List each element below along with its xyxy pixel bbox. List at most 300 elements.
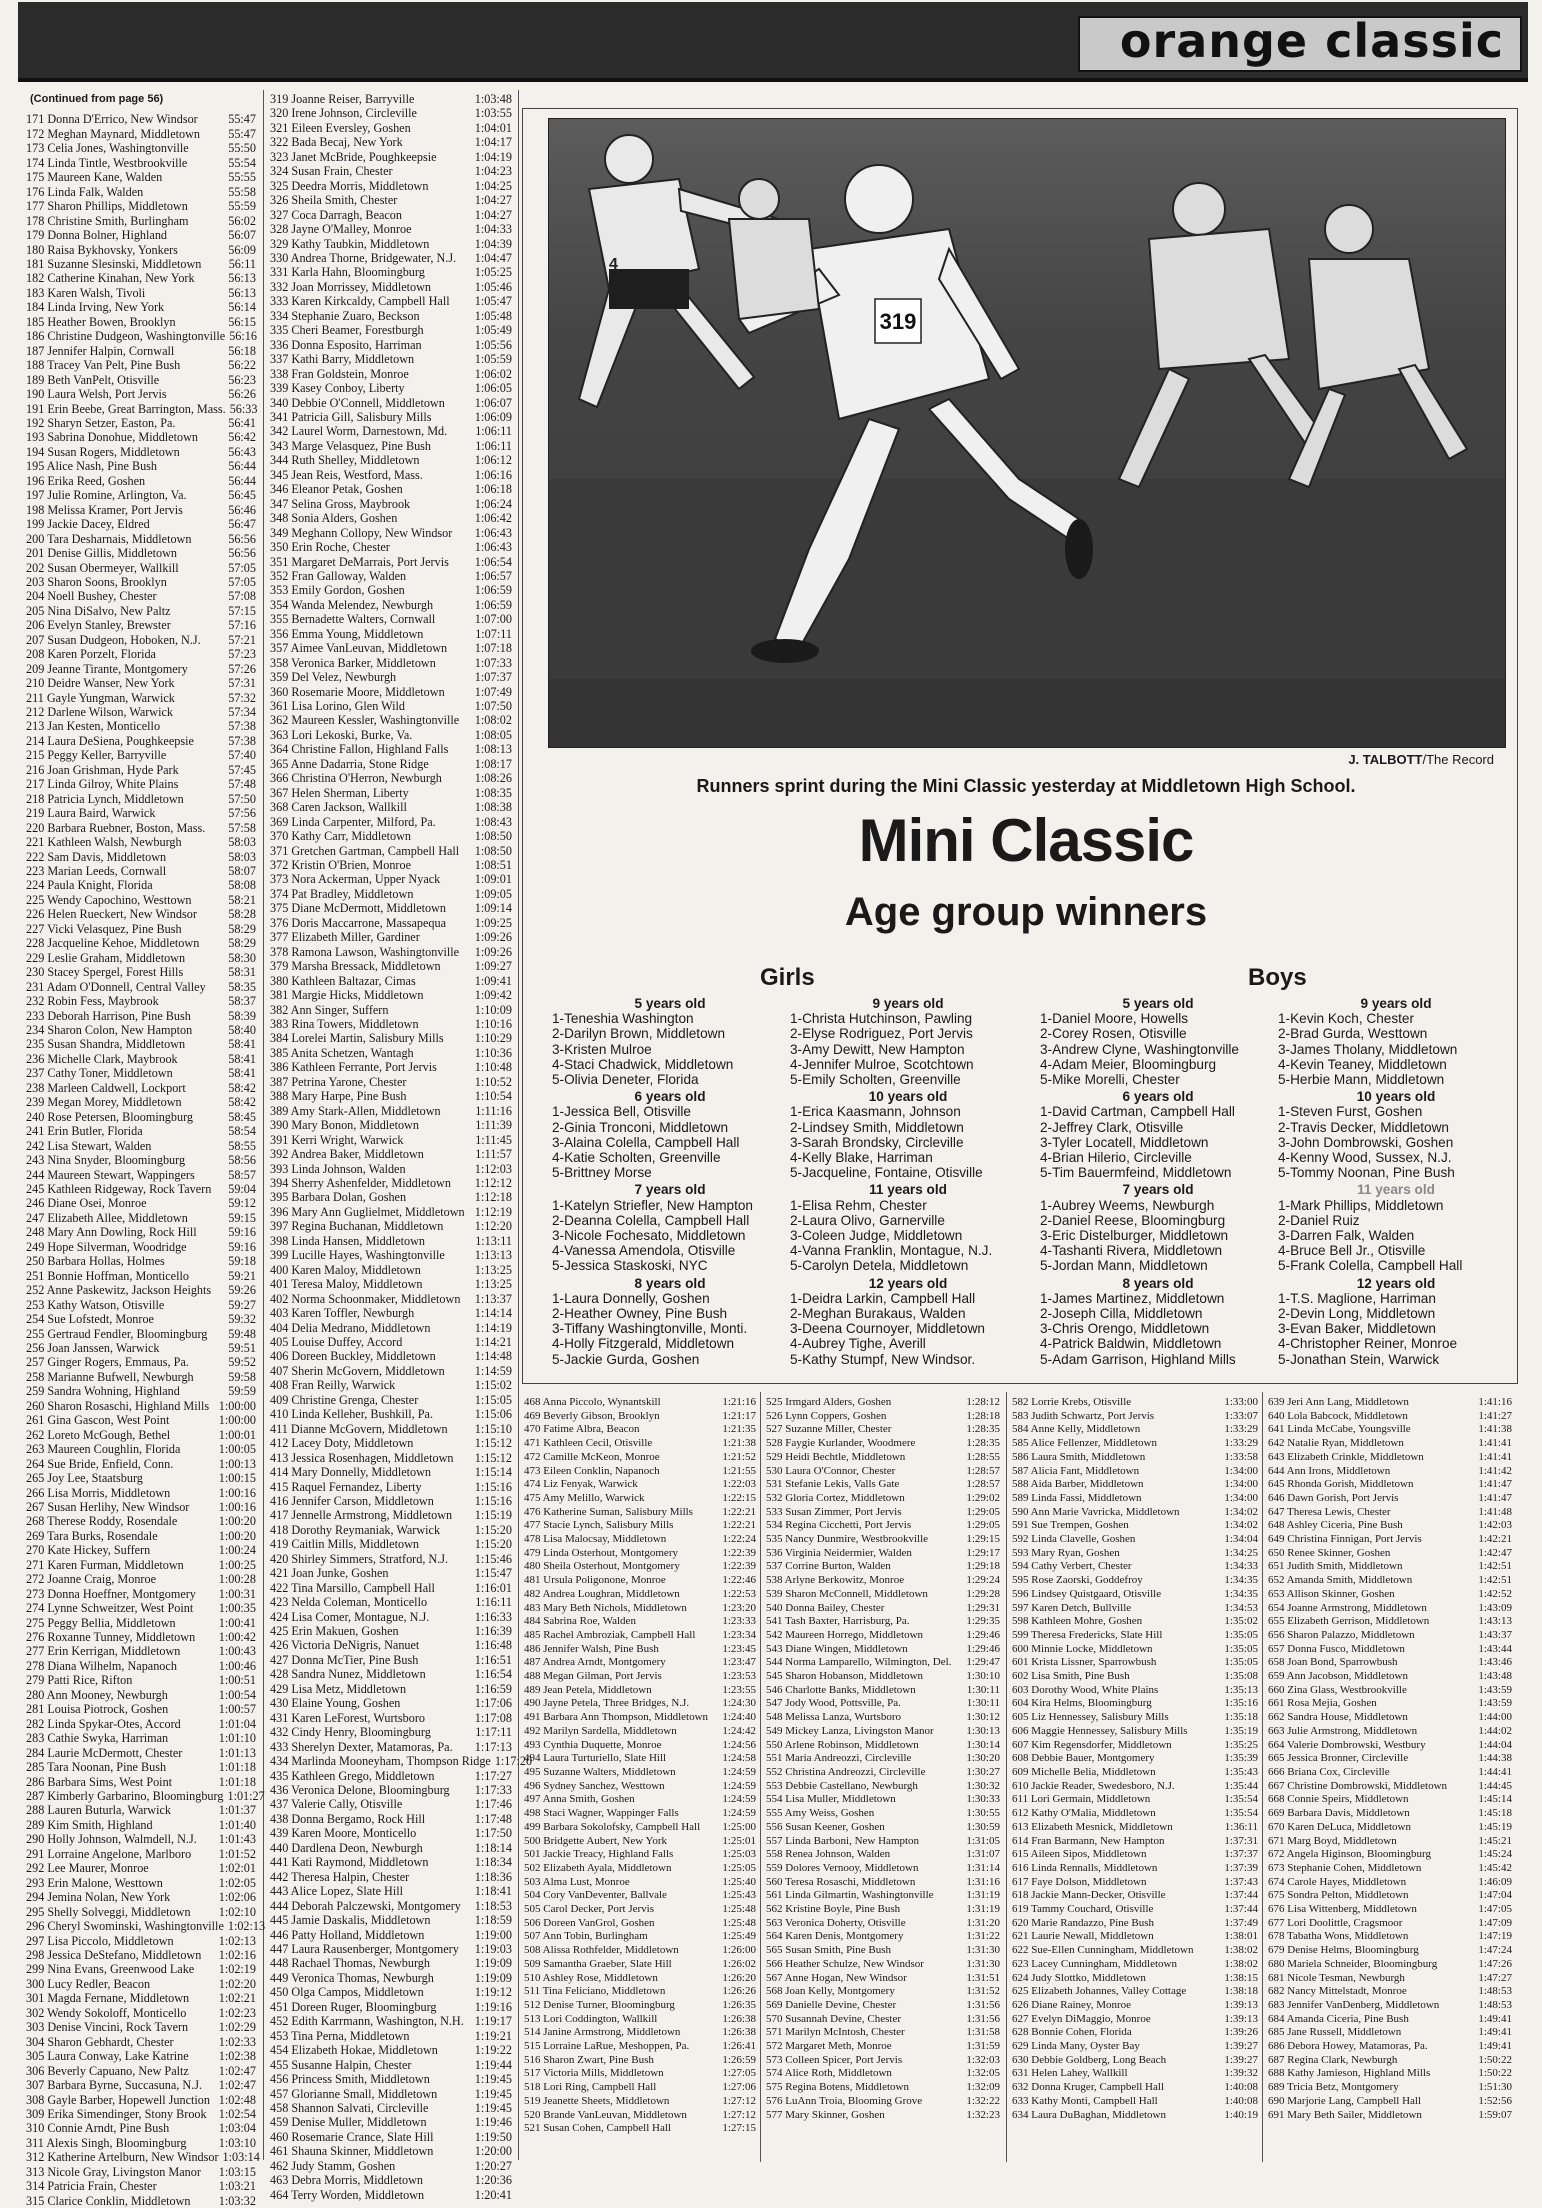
runner-entry: 587 Alicia Fant, Middletown: [1012, 1464, 1140, 1477]
finish-time: 59:51: [228, 1340, 256, 1355]
finish-time: 56:43: [228, 444, 256, 459]
result-row: [26, 488, 256, 502]
winner-entry: 3-Alaina Colella, Campbell Hall: [552, 1134, 740, 1150]
result-row: [270, 959, 512, 973]
result-row: [270, 1667, 512, 1681]
runner-entry: 237 Cathy Toner, Middletown: [26, 1066, 173, 1081]
result-row: [26, 1052, 256, 1066]
runner-entry: 352 Fran Galloway, Walden: [270, 568, 407, 583]
result-row: [270, 713, 512, 727]
result-row: [1012, 1451, 1258, 1465]
result-row: [26, 532, 256, 546]
runner-entry: 379 Marsha Bressack, Middletown: [270, 959, 441, 974]
runner-entry: 258 Marianne Bufwell, Newburgh: [26, 1369, 194, 1384]
finish-time: 1:02:29: [218, 2020, 256, 2035]
finish-time: 1:34:53: [1224, 1601, 1258, 1614]
finish-time: 1:32:03: [966, 2053, 1000, 2066]
result-row: [270, 1812, 512, 1826]
result-row: [26, 777, 256, 791]
result-row: [1012, 1560, 1258, 1574]
runner-entry: 270 Kate Hickey, Suffern: [26, 1543, 151, 1558]
result-row: [270, 1436, 512, 1450]
runner-entry: 360 Rosemarie Moore, Middletown: [270, 684, 445, 699]
finish-time: 1:00:16: [218, 1499, 256, 1514]
result-row: [766, 1999, 1000, 2013]
finish-time: 1:12:18: [474, 1190, 512, 1205]
runner-entry: 368 Caren Jackson, Wallkill: [270, 800, 407, 815]
result-row: [1012, 1519, 1258, 1533]
runner-entry: 224 Paula Knight, Florida: [26, 878, 153, 893]
photo-credit-org: /The Record: [1422, 752, 1494, 767]
result-row: [26, 1731, 256, 1745]
result-row: [26, 1890, 256, 1904]
result-row: [766, 1684, 1000, 1698]
winner-entry: 5-Kathy Stumpf, New Windsor.: [790, 1351, 976, 1367]
result-row: [766, 2054, 1000, 2068]
runner-entry: 434 Marlinda Mooneyham, Thompson Ridge: [270, 1754, 491, 1769]
finish-time: 55:55: [228, 170, 256, 185]
finish-time: 1:44:00: [1478, 1711, 1512, 1724]
runner-entry: 566 Heather Schulze, New Windsor: [766, 1957, 924, 1970]
runner-entry: 363 Lori Lekoski, Burke, Va.: [270, 727, 413, 742]
finish-time: 1:00:20: [218, 1514, 256, 1529]
finish-time: 1:01:13: [218, 1745, 256, 1760]
finish-time: 58:56: [228, 1153, 256, 1168]
result-row: [766, 2109, 1000, 2123]
runner-entry: 461 Shauna Skinner, Middletown: [270, 2144, 434, 2159]
runner-entry: 274 Lynne Schweitzer, West Point: [26, 1601, 194, 1616]
runner-entry: 234 Sharon Colon, New Hampton: [26, 1023, 193, 1037]
finish-time: 1:29:46: [966, 1642, 1000, 1655]
runner-entry: 180 Raisa Bykhovsky, Yonkers: [26, 242, 178, 257]
finish-time: 1:00:15: [218, 1471, 256, 1486]
finish-time: 1:13:25: [474, 1262, 512, 1277]
runner-entry: 323 Janet McBride, Poughkeepsie: [270, 149, 437, 164]
result-row: [270, 526, 512, 540]
finish-time: 1:03:55: [474, 106, 512, 121]
finish-time: 1:23:55: [722, 1683, 756, 1696]
finish-time: 1:17:27: [474, 1768, 512, 1783]
finish-time: 1:02:19: [218, 1962, 256, 1977]
result-row: [1012, 1835, 1258, 1849]
runner-entry: 535 Nancy Dunmire, Westbrookville: [766, 1533, 929, 1546]
result-row: [270, 453, 512, 467]
runner-entry: 529 Heidi Bechtle, Middletown: [766, 1450, 906, 1463]
runner-entry: 603 Dorothy Wood, White Plains: [1012, 1683, 1159, 1696]
result-row: [766, 1506, 1000, 1520]
result-row: [26, 705, 256, 719]
result-row: [26, 618, 256, 632]
runner-entry: 262 Loreto McGough, Bethel: [26, 1427, 171, 1442]
runner-entry: 280 Ann Mooney, Newburgh: [26, 1687, 168, 1702]
result-row: [26, 1832, 256, 1846]
result-row: [270, 352, 512, 366]
finish-time: 1:38:15: [1224, 1971, 1258, 1984]
finish-time: 1:23:33: [722, 1615, 756, 1628]
finish-time: 58:55: [228, 1138, 256, 1153]
finish-time: 1:03:48: [474, 92, 512, 106]
winner-entry: 2-Corey Rosen, Otisville: [1040, 1026, 1187, 1042]
finish-time: 57:08: [228, 589, 256, 604]
finish-time: 1:00:25: [218, 1557, 256, 1572]
runner-entry: 462 Judy Stamm, Goshen: [270, 2158, 396, 2173]
finish-time: 1:06:16: [474, 467, 512, 482]
photo-credit-name: J. TALBOTT: [1348, 752, 1423, 767]
runner-entry: 526 Lynn Coppers, Goshen: [766, 1409, 887, 1422]
winner-entry: 1-Daniel Moore, Howells: [1040, 1011, 1189, 1027]
finish-time: 1:32:09: [966, 2081, 1000, 2094]
runner-entry: 295 Shelly Solveggi, Middletown: [26, 1904, 191, 1919]
finish-time: 1:02:38: [218, 2049, 256, 2064]
winner-entry: 1-Teneshia Washington: [552, 1011, 694, 1027]
runner-entry: 380 Kathleen Baltazar, Cimas: [270, 973, 416, 988]
finish-time: 1:31:07: [966, 1848, 1000, 1861]
runner-entry: 294 Jemina Nolan, New York: [26, 1890, 171, 1905]
results-column-3: [524, 1396, 756, 2161]
finish-time: 1:44:02: [1478, 1724, 1512, 1737]
finish-time: 1:22:46: [722, 1574, 756, 1587]
result-row: [524, 1423, 756, 1437]
finish-time: 1:44:45: [1478, 1779, 1512, 1792]
runner-entry: 282 Linda Spykar-Otes, Accord: [26, 1716, 181, 1731]
finish-time: 58:39: [228, 1008, 256, 1023]
finish-time: 1:42:51: [1478, 1560, 1512, 1573]
age-group-heading: 5 years old: [1122, 996, 1194, 1011]
finish-time: 1:27:15: [722, 2122, 756, 2135]
winner-entry: 4-Bruce Bell Jr., Otisville: [1278, 1243, 1426, 1259]
result-row: [524, 1835, 756, 1849]
result-row: [1012, 1437, 1258, 1451]
runner-entry: 342 Laurel Worm, Darnestown, Md.: [270, 424, 448, 439]
result-row: [1268, 1423, 1512, 1437]
finish-time: 1:37:49: [1224, 1916, 1258, 1929]
finish-time: 1:45:42: [1478, 1861, 1512, 1874]
runner-entry: 298 Jessica DeStefano, Middletown: [26, 1948, 202, 1962]
runner-entry: 216 Joan Grishman, Hyde Park: [26, 762, 179, 777]
winner-entry: 5-Jonathan Stein, Warwick: [1278, 1351, 1440, 1367]
runner-entry: 577 Mary Skinner, Goshen: [766, 2108, 885, 2121]
finish-time: 1:21:38: [722, 1437, 756, 1450]
runner-entry: 562 Kristine Boyle, Pine Bush: [766, 1903, 901, 1916]
runner-entry: 397 Regina Buchanan, Middletown: [270, 1219, 444, 1234]
result-row: [270, 92, 512, 106]
result-row: [270, 150, 512, 164]
finish-time: 1:30:10: [966, 1670, 1000, 1683]
result-row: [766, 1656, 1000, 1670]
result-row: [270, 1393, 512, 1407]
runner-entry: 547 Jody Wood, Pottsville, Pa.: [766, 1697, 901, 1710]
finish-time: 1:30:59: [966, 1820, 1000, 1833]
result-row: [766, 1780, 1000, 1794]
finish-time: 56:41: [228, 415, 256, 430]
finish-time: 1:15:06: [474, 1407, 512, 1422]
result-row: [524, 1999, 756, 2013]
finish-time: 1:09:27: [474, 959, 512, 974]
finish-time: 1:40:08: [1224, 2081, 1258, 2094]
runner-entry: 484 Sabrina Roe, Walden: [524, 1615, 636, 1628]
runner-entry: 679 Denise Helms, Bloomingburg: [1268, 1944, 1419, 1957]
result-row: [26, 1919, 266, 1934]
photo-credit: [1348, 752, 1494, 767]
finish-time: 1:40:19: [1224, 2108, 1258, 2121]
runner-entry: 596 Lindsey Quistgaard, Otisville: [1012, 1587, 1162, 1600]
runner-entry: 633 Kathy Monti, Campbell Hall: [1012, 2094, 1158, 2107]
finish-time: 1:45:24: [1478, 1848, 1512, 1861]
result-row: [1268, 1492, 1512, 1506]
finish-time: 56:47: [228, 517, 256, 532]
finish-time: 1:21:16: [722, 1396, 756, 1408]
finish-time: 1:05:46: [474, 279, 512, 294]
finish-time: 1:08:38: [474, 800, 512, 815]
winner-entry: 2-Ginia Tronconi, Middletown: [552, 1119, 729, 1135]
finish-time: 1:09:14: [474, 901, 512, 916]
result-row: [270, 439, 512, 453]
winner-entry: 4-Aubrey Tighe, Averill: [790, 1336, 926, 1352]
runner-entry: 532 Gloria Cortez, Middletown: [766, 1491, 905, 1504]
results-column-2: [270, 92, 533, 2202]
age-group-heading: 6 years old: [1122, 1089, 1194, 1105]
result-row: [1012, 2081, 1258, 2095]
result-row: [270, 482, 512, 496]
finish-time: 1:34:33: [1224, 1560, 1258, 1573]
runner-entry: 413 Jessica Rosenhagen, Middletown: [270, 1450, 454, 1465]
finish-time: 1:00:51: [218, 1673, 256, 1688]
finish-time: 1:30:13: [966, 1724, 1000, 1737]
result-row: [766, 1793, 1000, 1807]
finish-time: 57:32: [228, 690, 256, 705]
result-row: [26, 1023, 256, 1037]
result-row: [26, 980, 256, 994]
runner-entry: 487 Andrea Arndt, Montgomery: [524, 1656, 666, 1669]
runner-entry: 308 Gayle Barber, Hopewell Junction: [26, 2092, 210, 2107]
finish-time: 1:05:59: [474, 352, 512, 367]
result-row: [270, 786, 512, 800]
result-row: [270, 1884, 512, 1898]
finish-time: 1:49:41: [1478, 2040, 1512, 2053]
runner-entry: 228 Jacqueline Kehoe, Middletown: [26, 936, 200, 951]
finish-time: 1:16:39: [474, 1624, 512, 1639]
age-group-heading: 7 years old: [1122, 1182, 1194, 1198]
winner-entry: 5-Mike Morelli, Chester: [1040, 1072, 1180, 1088]
finish-time: 1:28:57: [966, 1464, 1000, 1477]
runner-entry: 525 Irmgard Alders, Goshen: [766, 1396, 892, 1408]
runner-entry: 309 Erika Simendinger, Stony Brook: [26, 2106, 207, 2121]
result-row: [26, 676, 256, 690]
result-row: [26, 127, 256, 141]
runner-entry: 686 Debora Howey, Matamoras, Pa.: [1268, 2040, 1428, 2053]
runner-entry: 179 Donna Bolner, Highland: [26, 228, 168, 243]
finish-time: 55:54: [228, 155, 256, 170]
runner-entry: 409 Christine Grenga, Chester: [270, 1392, 419, 1407]
runner-entry: 667 Christine Dombrowski, Middletown: [1268, 1779, 1448, 1792]
runner-entry: 423 Nelda Coleman, Monticello: [270, 1595, 428, 1610]
finish-time: 1:42:03: [1478, 1519, 1512, 1532]
runner-entry: 195 Alice Nash, Pine Bush: [26, 459, 158, 474]
winner-entry: 1-T.S. Maglione, Harriman: [1278, 1290, 1436, 1306]
result-row: [270, 381, 512, 395]
result-row: [26, 561, 256, 575]
finish-time: 59:18: [228, 1254, 256, 1269]
finish-time: 1:08:13: [474, 742, 512, 757]
finish-time: 57:48: [228, 777, 256, 792]
finish-time: 59:21: [228, 1268, 256, 1283]
finish-time: 1:01:52: [218, 1846, 256, 1861]
result-row: [270, 1147, 512, 1161]
result-row: [26, 141, 256, 155]
finish-time: 59:32: [228, 1312, 256, 1327]
finish-time: 1:28:57: [966, 1478, 1000, 1491]
runner-entry: 545 Sharon Hobanson, Middletown: [766, 1670, 924, 1683]
result-row: [270, 106, 512, 120]
result-row: [524, 1766, 756, 1780]
runner-entry: 672 Angela Higinson, Bloomingburg: [1268, 1848, 1431, 1861]
result-row: [26, 402, 256, 416]
runner-entry: 261 Gina Gascon, West Point: [26, 1413, 170, 1428]
finish-time: 1:59:07: [1478, 2108, 1512, 2121]
result-row: [270, 1277, 512, 1291]
runner-entry: 372 Kristin O'Brien, Monroe: [270, 858, 411, 873]
winner-entry: 2-Elyse Rodriguez, Port Jervis: [790, 1026, 973, 1042]
finish-time: 57:50: [228, 791, 256, 806]
result-row: [1268, 1656, 1512, 1670]
finish-time: 1:01:04: [218, 1716, 256, 1731]
runner-entry: 387 Petrina Yarone, Chester: [270, 1074, 407, 1089]
runner-entry: 337 Kathi Barry, Middletown: [270, 352, 415, 367]
runner-entry: 429 Lisa Metz, Middletown: [270, 1681, 407, 1696]
runner-entry: 647 Theresa Lewis, Chester: [1268, 1505, 1391, 1518]
result-row: [26, 575, 256, 589]
result-row: [26, 748, 256, 762]
result-row: [270, 1248, 512, 1262]
finish-time: 1:23:53: [722, 1670, 756, 1683]
finish-time: 1:52:56: [1478, 2094, 1512, 2107]
result-row: [1012, 1766, 1258, 1780]
runner-entry: 319 Joanne Reiser, Barryville: [270, 92, 415, 106]
runner-entry: 322 Bada Becaj, New York: [270, 135, 403, 150]
runner-entry: 193 Sabrina Donohue, Middletown: [26, 430, 198, 445]
result-row: [270, 1581, 512, 1595]
finish-time: 1:37:44: [1224, 1903, 1258, 1916]
runner-entry: 373 Nora Ackerman, Upper Nyack: [270, 872, 441, 887]
age-group: [790, 1276, 1026, 1367]
finish-time: 1:28:18: [966, 1409, 1000, 1422]
runner-entry: 455 Susanne Halpin, Chester: [270, 2057, 412, 2072]
finish-time: 1:02:05: [218, 1875, 256, 1890]
result-row: [270, 1104, 512, 1118]
winner-entry: 5-Jordan Mann, Middletown: [1040, 1258, 1208, 1274]
runner-entry: 366 Christina O'Herron, Newburgh: [270, 771, 442, 786]
runner-entry: 590 Ann Marie Vavricka, Middletown: [1012, 1505, 1180, 1518]
finish-time: 1:27:05: [722, 2067, 756, 2080]
finish-time: 1:13:37: [474, 1291, 512, 1306]
runner-entry: 381 Margie Hicks, Middletown: [270, 988, 424, 1003]
result-row: [26, 2049, 256, 2063]
finish-time: 1:29:18: [966, 1560, 1000, 1573]
age-group: [790, 1089, 1026, 1180]
finish-time: 57:45: [228, 762, 256, 777]
finish-time: 58:29: [228, 921, 256, 936]
finish-time: 1:47:24: [1478, 1944, 1512, 1957]
finish-time: 1:41:16: [1478, 1396, 1512, 1408]
finish-time: 1:17:33: [474, 1783, 512, 1798]
runner-entry: 585 Alice Fellenzer, Middletown: [1012, 1437, 1157, 1450]
runner-entry: 269 Tara Burks, Rosendale: [26, 1528, 158, 1543]
result-row: [1012, 2067, 1258, 2081]
finish-time: 1:21:17: [722, 1409, 756, 1422]
runner-entry: 246 Diane Osei, Monroe: [26, 1196, 147, 1211]
runner-entry: 222 Sam Davis, Middletown: [26, 849, 167, 864]
finish-time: 1:35:44: [1224, 1779, 1258, 1792]
result-row: [26, 387, 256, 401]
result-row: [270, 2115, 512, 2129]
finish-time: 1:25:48: [722, 1916, 756, 1929]
runner-entry: 227 Vicki Velasquez, Pine Bush: [26, 921, 182, 936]
runner-entry: 451 Doreen Ruger, Bloomingburg: [270, 1999, 437, 2014]
finish-time: 1:00:13: [218, 1456, 256, 1471]
runner-entry: 543 Diane Wingen, Middletown: [766, 1642, 908, 1655]
runner-entry: 671 Marg Boyd, Middletown: [1268, 1834, 1397, 1847]
finish-time: 1:00:01: [218, 1427, 256, 1442]
finish-time: 1:41:47: [1478, 1491, 1512, 1504]
finish-time: 1:37:43: [1224, 1875, 1258, 1888]
result-row: [1012, 1862, 1258, 1876]
finish-time: 1:00:35: [218, 1601, 256, 1616]
runner-entry: 570 Susannah Devine, Chester: [766, 2012, 902, 2025]
result-row: [26, 2020, 256, 2034]
result-row: [270, 1769, 512, 1783]
age-group: [1278, 1276, 1514, 1367]
result-row: [524, 1396, 756, 1410]
runner-entry: 392 Andrea Baker, Middletown: [270, 1147, 424, 1162]
finish-time: 56:26: [228, 387, 256, 402]
finish-time: 1:35:18: [1224, 1711, 1258, 1724]
runner-entry: 236 Michelle Clark, Maybrook: [26, 1051, 178, 1066]
result-row: [26, 1341, 256, 1355]
result-row: [270, 2029, 512, 2043]
result-row: [270, 280, 512, 294]
column-rule: [1262, 1392, 1263, 2162]
result-row: [1268, 2109, 1512, 2123]
finish-time: 1:10:09: [474, 1002, 512, 1017]
runner-entry: 191 Erin Beebe, Great Barrington, Mass.: [26, 401, 226, 416]
finish-time: 59:26: [228, 1283, 256, 1298]
runner-entry: 260 Sharon Rosaschi, Highland Mills: [26, 1398, 210, 1413]
finish-time: 1:17:13: [474, 1739, 512, 1754]
finish-time: 57:26: [228, 661, 256, 676]
runner-entry: 338 Fran Goldstein, Monroe: [270, 366, 409, 381]
runner-entry: 374 Pat Bradley, Middletown: [270, 886, 414, 901]
finish-time: 1:04:27: [474, 207, 512, 222]
result-row: [270, 1060, 512, 1074]
runner-entry: 278 Diana Wilhelm, Napanoch: [26, 1658, 177, 1673]
result-row: [270, 135, 512, 149]
finish-time: 1:33:07: [1224, 1409, 1258, 1422]
result-row: [270, 1942, 512, 1956]
results-column-6: [1268, 1396, 1512, 2161]
runner-entry: 250 Barbara Hollas, Holmes: [26, 1254, 165, 1269]
result-row: [270, 1552, 512, 1566]
age-group: [552, 996, 788, 1087]
runner-entry: 273 Donna Hoeffner, Montgomery: [26, 1586, 196, 1601]
result-row: [270, 1046, 512, 1060]
finish-time: 1:08:02: [474, 713, 512, 728]
finish-time: 1:22:39: [722, 1560, 756, 1573]
runner-entry: 492 Marilyn Sardella, Middletown: [524, 1724, 677, 1737]
runner-entry: 438 Donna Bergamo, Rock Hill: [270, 1811, 426, 1826]
finish-time: 1:37:31: [1224, 1834, 1258, 1847]
finish-time: 1:31:14: [966, 1861, 1000, 1874]
runner-entry: 377 Elizabeth Miller, Gardiner: [270, 930, 420, 945]
